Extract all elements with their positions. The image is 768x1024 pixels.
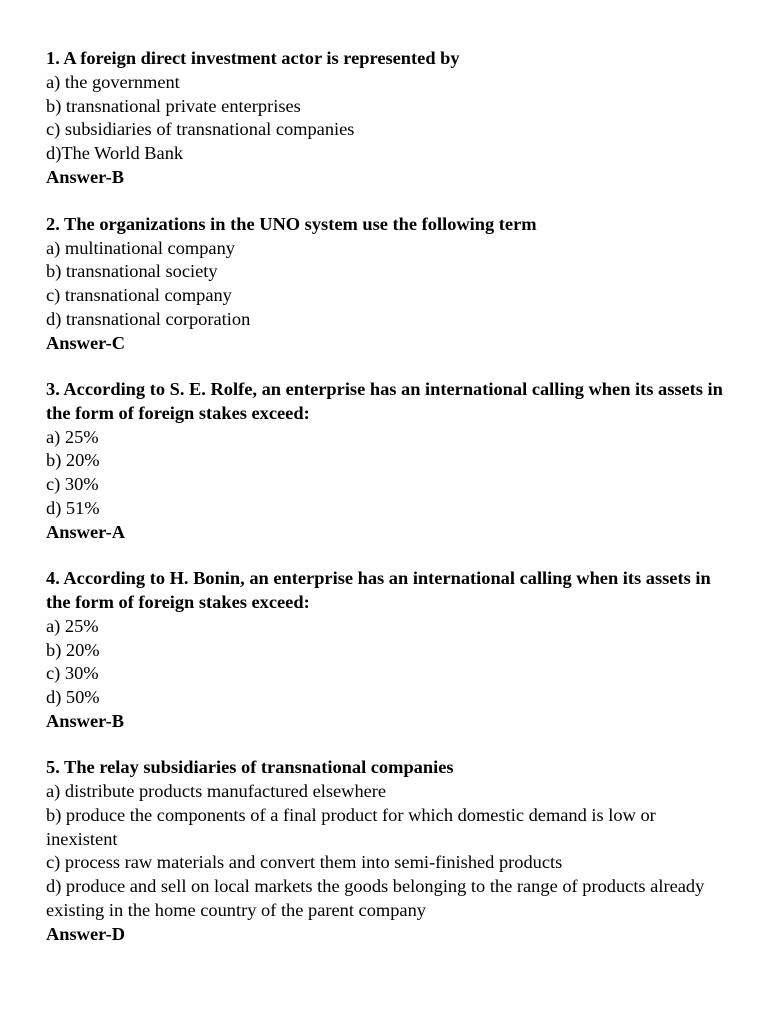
option-a: a) distribute products manufactured elsewhere: [46, 781, 387, 802]
answer-label: Answer-A: [46, 521, 125, 542]
option-b: b) transnational private enterprises: [46, 95, 301, 116]
option-b: b) produce the components of a final product for which domestic demand is low or inexistent: [46, 804, 656, 849]
answer-label: Answer-C: [46, 332, 125, 353]
question-3: [46, 378, 726, 545]
question-2: [46, 213, 726, 356]
option-a: a) 25%: [46, 426, 99, 447]
option-b: b) 20%: [46, 450, 100, 471]
option-a: a) 25%: [46, 615, 99, 636]
option-a: a) the government: [46, 71, 180, 92]
option-c: c) process raw materials and convert them into semi-finished products: [46, 852, 563, 873]
option-b: b) transnational society: [46, 261, 218, 282]
option-c: c) 30%: [46, 663, 99, 684]
option-d: d) transnational corporation: [46, 308, 251, 329]
question-4: [46, 567, 726, 734]
option-a: a) multinational company: [46, 237, 235, 258]
question-5: [46, 756, 726, 946]
option-d: d)The World Bank: [46, 143, 184, 164]
answer-label: Answer-B: [46, 710, 124, 731]
option-d: d) 50%: [46, 687, 100, 708]
answer-label: Answer-D: [46, 923, 125, 944]
question-1: [46, 47, 726, 190]
question-title: 5. The relay subsidiaries of transnational companies: [46, 757, 454, 778]
document-page: [46, 47, 726, 970]
option-d: d) produce and sell on local markets the goods belonging to the range of products already existing in the home country of the parent company: [46, 876, 705, 920]
option-c: c) subsidiaries of transnational companies: [46, 119, 355, 140]
question-title: 1. A foreign direct investment actor is represented by: [46, 48, 460, 68]
option-b: b) 20%: [46, 639, 100, 660]
question-title: 3. According to S. E. Rolfe, an enterprise has an international calling when its assets in the form of foreign stakes exceed:: [46, 379, 723, 423]
question-title: 2. The organizations in the UNO system use the following term: [46, 213, 537, 234]
option-c: c) 30%: [46, 474, 99, 495]
option-d: d) 51%: [46, 498, 100, 519]
question-title: 4. According to H. Bonin, an enterprise has an international calling when its assets in the form of foreign stakes exceed:: [46, 568, 711, 612]
option-c: c) transnational company: [46, 285, 232, 306]
answer-label: Answer-B: [46, 166, 124, 187]
